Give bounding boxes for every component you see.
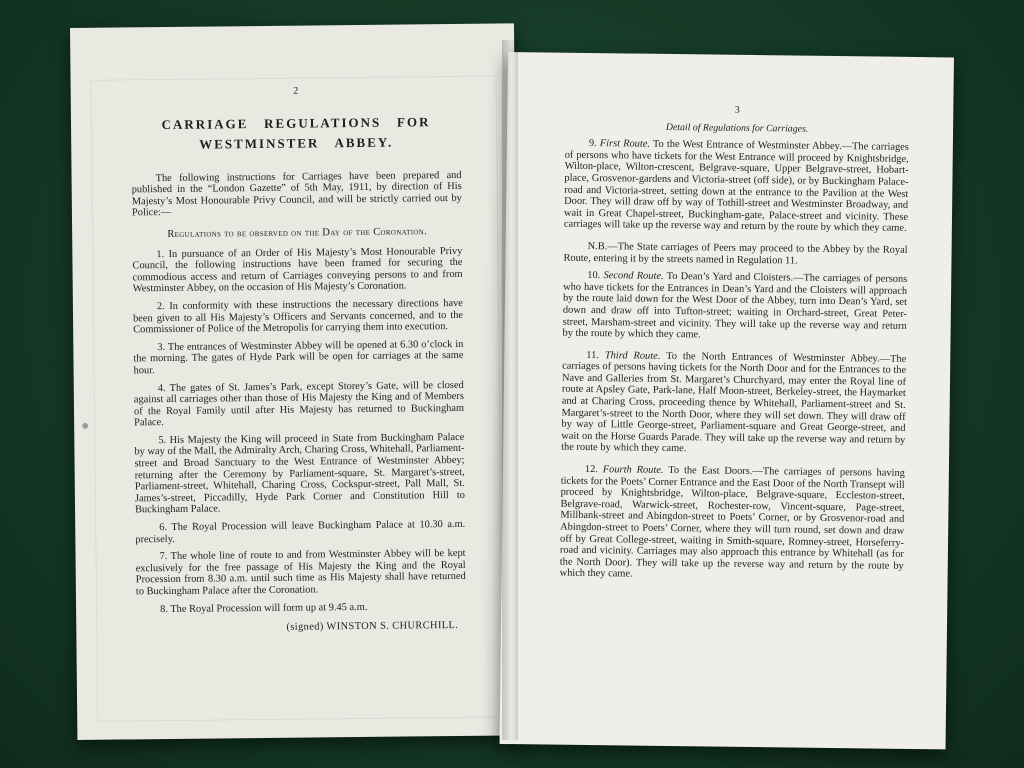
route-name: First Route.: [599, 138, 651, 150]
page-subtitle: Detail of Regulations for Carriages.: [665, 121, 809, 135]
route-text: To Dean’s Yard and Cloisters.—The carriages of persons who have tickets for the Entrances in Dean’s Yard and the Cloisters will approach by the route laid down for the West Door of the Abbey, turn into Dean’s Yard, set down and draw off into Tufton-street; waiting in Orchard-street, Great Peter-street, Marsham-street and vicinity. They will take up the reverse way and return by the route by which they came.: [562, 271, 908, 341]
right-page: [500, 52, 954, 749]
left-page: [70, 23, 521, 740]
page-number-left: 2: [293, 85, 299, 97]
right-page-content: [559, 53, 910, 594]
regulation-paragraph: 8. The Royal Procession will form up at 9.45 a.m.: [160, 601, 368, 615]
document-title: [131, 112, 461, 155]
nota-bene-text: N.B.—The State carriages of Peers may proceed to the Abbey by the Royal Route, entering it by the streets named in Regulation 11.: [563, 240, 908, 267]
left-page-content: [130, 24, 466, 635]
route-paragraph-second: [562, 270, 907, 344]
route-number: 9.: [588, 138, 597, 150]
title-line-2: WESTMINSTER ABBEY.: [199, 134, 394, 152]
route-text: To the North Entrances of Westminster Abbey.—The carriages of persons having tickets for the North Door and for the Entrances to the Nave and Galleries from St. Margaret’s Churchyard, may enter the Royal line of route at Apsley Gate, Park-lane, Half Moon-street, Berkeley-street, the Haymarket and at Charing Cross, proceeding thence by Whitehall, Parliament-street and St. Margaret’s-street to the North Door, where they will set down. They will draw off by way of Little George-street, Parliament-square and Great George-street, and wait on the Horse Guards Parade. They will take up the reverse way and return by the route by which they came.: [561, 350, 907, 455]
regulation-paragraph: 5. His Majesty the King will proceed in State from Buckingham Palace by way of the Mall, the Admiralty Arch, Charing Cross, Whitehall, Parliament-street and Broad Sanctuary to the West Entrance of Westminster Abbey; returning after the Ceremony by Parliament-square, St. Margaret’s-street, Parliament-street, Whitehall, Charing Cross, Cockspur-street, Pall Mall, St. James’s-street, Piccadilly, Hyde Park Corner and Constitution Hill to Buckingham Palace.: [134, 431, 465, 516]
title-line-1: CARRIAGE REGULATIONS FOR: [161, 113, 431, 132]
route-text: To the East Doors.—The carriages of persons having tickets for the Poets’ Corner Entrance and the East Door of the North Transept will proceed by Knightsbridge, Wilton-place, Belgrave-square, Eccleston-street, Belgrave-road, Warwick-street, Rochester-row, Vincent-square, Page-street, Millbank-street and Abingdon-street to Poets’ Corner, or by Grosvenor-road and Abingdon-street to Poets’ Corner, where they will turn round, set down and draw off by Great College-street, waiting in Smith-square, Romney-street, Horseferry-road and vicinity. Carriages may also approach this entrance by Whitehall (as for the North Door). They will take up the reverse way and return by the route by which they came.: [559, 465, 905, 580]
regulation-paragraph: 3. The entrances of Westminster Abbey will be opened at 6.30 o’clock in the morning. The gates of Hyde Park will be open for carriages at the same hour.: [133, 338, 464, 377]
route-text: To the West Entrance of Westminster Abbey.—The carriages of persons who have tickets for the West Entrance will proceed by Knightsbridge, Wilton-place, Wilton-crescent, Belgrave-square, Upper Belgrave-street, Hobart-place, Grosvenor-gardens and Victoria-street (off side), or by Buckingham Palace-road and Victoria-street, setting down at the entrance to the Pavilion at the West Door. They will draw off by way of Tothill-street and Westminster Broadway, and wait in Great Chapel-street, Buckingham-gate, Palace-street and vicinity. These carriages will take up the reverse way and return by the route by which they came.: [563, 138, 909, 235]
route-number: 10.: [587, 270, 601, 282]
book-gutter: [502, 40, 518, 740]
nota-bene-paragraph: [563, 241, 907, 268]
route-paragraph-first: [564, 138, 909, 235]
intro-paragraph: The following instructions for Carriages have been prepared and published in the “London Gazette” of 5th May, 1911, by direction of His Majesty’s Most Honourable Privy Council, and will be strictly carried out by Police:—: [131, 169, 462, 219]
route-number: 12.: [584, 464, 598, 476]
regulation-paragraph: 1. In pursuance of an Order of His Majesty’s Most Honourable Privy Council, the following instructions have been framed for securing the commodious access and return of Carriages conveying persons to and from Westminster Abbey, on the occasion of His Majesty’s Coronation.: [132, 245, 463, 295]
route-name: Fourth Route.: [602, 464, 664, 476]
route-paragraph-fourth: [560, 464, 905, 584]
signature-line: (signed) WINSTON S. CHURCHILL.: [286, 620, 459, 633]
regulations-heading: Regulations to be observed on the Day of the Coronation.: [167, 226, 428, 240]
page-number-right: 3: [734, 104, 740, 116]
regulation-paragraph: 7. The whole line of route to and from Westminster Abbey will be kept exclusively for the free passage of His Majesty the King and the Royal Procession from 8.30 a.m. until such time as His Majesty shall have returned to Buckingham Palace after the Coronation.: [135, 548, 466, 598]
route-name: Third Route.: [604, 349, 661, 362]
regulation-paragraph: 6. The Royal Procession will leave Buckingham Palace at 10.30 a.m. precisely.: [135, 518, 466, 545]
regulation-paragraph: 2. In conformity with these instructions the necessary directions have been given to all His Majesty’s Officers and Servants concerned, and to the Commissioner of Police of the Metropolis for carrying them into execution.: [132, 297, 464, 336]
route-name: Second Route.: [603, 270, 664, 283]
regulation-paragraph: 4. The gates of St. James’s Park, except Storey’s Gate, will be closed against all carriages other than those of His Majesty the King and of Members of the Royal Family until after His Majesty has returned to Buckingham Palace.: [133, 379, 465, 429]
route-paragraph-third: [561, 349, 906, 458]
ink-mark: [82, 423, 88, 429]
route-number: 11.: [586, 349, 599, 361]
